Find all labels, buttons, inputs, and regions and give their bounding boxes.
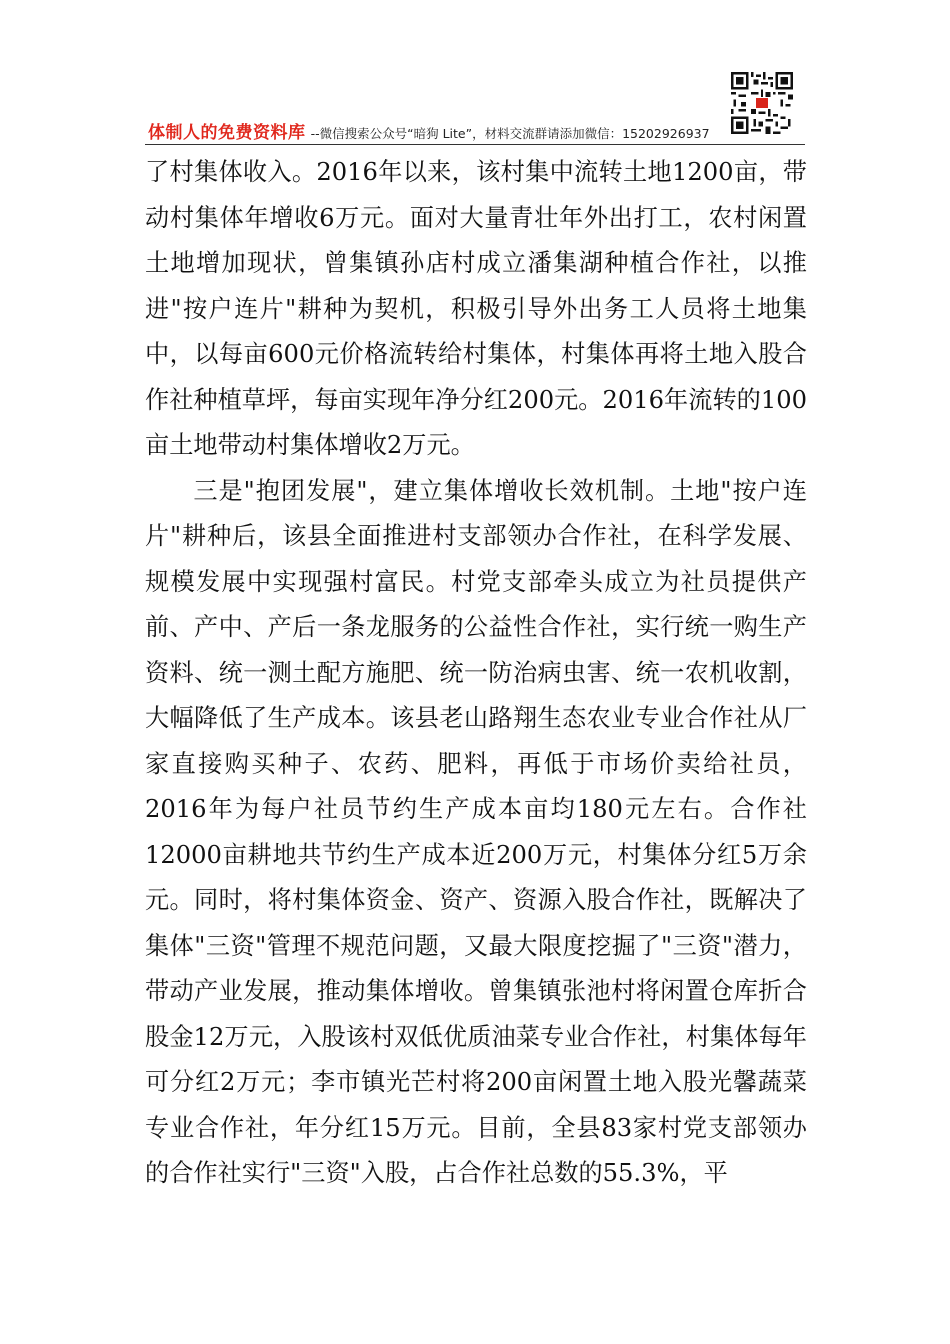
paragraph-three-collective: 三是"抱团发展"，建立集体增收长效机制。土地"按户连片"耕种后，该县全面推进村支部领办合作社，在科学发展、规模发展中实现强村富民。村党支部牵头成立为社员提供产前、产中、产后一条龙服务的公益性合作社，实行统一购生产资料、统一测土配方施肥、统一防治病虫害、统一农机收割，大幅降低了生产成本。该县老山路翔生态农业专业合作社从厂家直接购买种子、农药、肥料，再低于市场价卖给社员，2016年为每户社员节约生产成本亩均180元左右。合作社12000亩耕地共节约生产成本近200万元，村集体分红5万余元。同时，将村集体资金、资产、资源入股合作社，既解决了集体"三资"管理不规范问题，又最大限度挖掘了"三资"潜力，带动产业发展，推动集体增收。曾集镇张池村将闲置仓库折合股金12万元，入股该村双低优质油菜专业合作社，村集体每年可分红2万元；李市镇光芒村将200亩闲置土地入股光馨蔬菜专业合作社，年分红15万元。目前，全县83家村党支部领办的合作社实行"三资"入股，占合作社总数的55.3%，平 bbox=[145, 476, 807, 1187]
qr-code-icon bbox=[731, 72, 793, 134]
paragraph-continued: 了村集体收入。2016年以来，该村集中流转土地1200亩，带动村集体年增收6万元。面对大量青壮年外出打工，农村闲置土地增加现状，曾集镇孙店村成立潘集湖种植合作社，以推进"按户连片"耕种为契机，积极引导外出务工人员将土地集中，以每亩600元价格流转给村集体，村集体再将土地入股合作社种植草坪，每亩实现年净分红200元。2016年流转的100亩土地带动村集体增收2万元。 bbox=[145, 158, 807, 459]
header-rule bbox=[145, 144, 805, 145]
header-slogan: --微信搜索公众号“暗狗 Lite”，材料交流群请添加微信：15202926937 bbox=[310, 126, 710, 141]
page-header bbox=[148, 118, 803, 144]
brand-title: 体制人的免费资料库 bbox=[148, 123, 306, 143]
document-body bbox=[145, 150, 807, 1197]
